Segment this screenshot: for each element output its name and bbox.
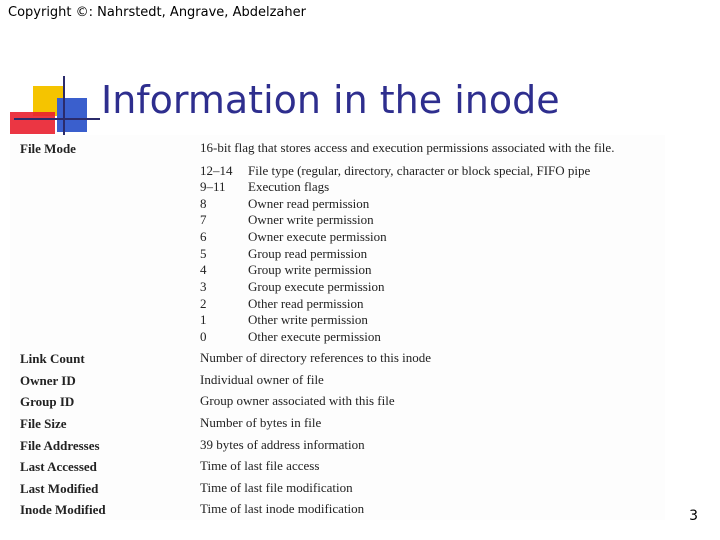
- bit-number: 4: [200, 262, 207, 277]
- file-mode-desc: 16-bit flag that stores access and execution permissions associated with the file.: [200, 140, 615, 155]
- bit-number: 1: [200, 312, 207, 327]
- logo-blue-square: [57, 98, 87, 132]
- logo-red-square: [10, 112, 55, 134]
- bit-number: 6: [200, 229, 207, 244]
- file-mode-label: File Mode: [20, 141, 76, 156]
- field-desc: Time of last inode modification: [200, 501, 365, 516]
- field-label: Last Modified: [20, 481, 99, 496]
- bit-number: 7: [200, 212, 207, 227]
- bit-number: 9–11: [200, 179, 226, 194]
- field-label: Inode Modified: [20, 502, 106, 517]
- field-label: Group ID: [20, 394, 75, 409]
- inode-table: [10, 135, 665, 520]
- bit-number: 2: [200, 296, 207, 311]
- bit-desc: Group write permission: [248, 262, 372, 277]
- bit-desc: Other execute permission: [248, 329, 381, 344]
- slide-title: Information in the inode: [101, 78, 560, 122]
- bit-desc: Group read permission: [248, 246, 368, 261]
- field-desc: Number of bytes in file: [200, 415, 322, 430]
- bit-number: 3: [200, 279, 207, 294]
- field-desc: Time of last file access: [200, 458, 320, 473]
- bit-desc: Other read permission: [248, 296, 364, 311]
- bit-desc: Group execute permission: [248, 279, 385, 294]
- bit-desc: Owner write permission: [248, 212, 374, 227]
- field-desc: Individual owner of file: [200, 372, 324, 387]
- bit-desc: Other write permission: [248, 312, 368, 327]
- bit-desc: Execution flags: [248, 179, 330, 194]
- bit-desc: Owner execute permission: [248, 229, 387, 244]
- bit-number: 8: [200, 196, 207, 211]
- bit-number: 5: [200, 246, 207, 261]
- field-label: Last Accessed: [20, 459, 97, 474]
- field-desc: Group owner associated with this file: [200, 393, 395, 408]
- field-label: File Size: [20, 416, 67, 431]
- field-desc: Number of directory references to this inode: [200, 350, 432, 365]
- field-desc: 39 bytes of address information: [200, 437, 365, 452]
- bit-desc: File type (regular, directory, character or block special, FIFO pipe: [248, 163, 591, 178]
- field-label: Owner ID: [20, 373, 76, 388]
- page-number: 3: [689, 508, 698, 524]
- field-label: File Addresses: [20, 438, 100, 453]
- logo-horizontal-line: [14, 118, 100, 120]
- bit-number: 0: [200, 329, 207, 344]
- field-desc: Time of last file modification: [200, 480, 353, 495]
- copyright-notice: Copyright ©: Nahrstedt, Angrave, Abdelzaher: [8, 5, 306, 20]
- logo-vertical-line: [63, 76, 65, 136]
- bit-number: 12–14: [200, 163, 233, 178]
- field-label: Link Count: [20, 351, 85, 366]
- bit-desc: Owner read permission: [248, 196, 370, 211]
